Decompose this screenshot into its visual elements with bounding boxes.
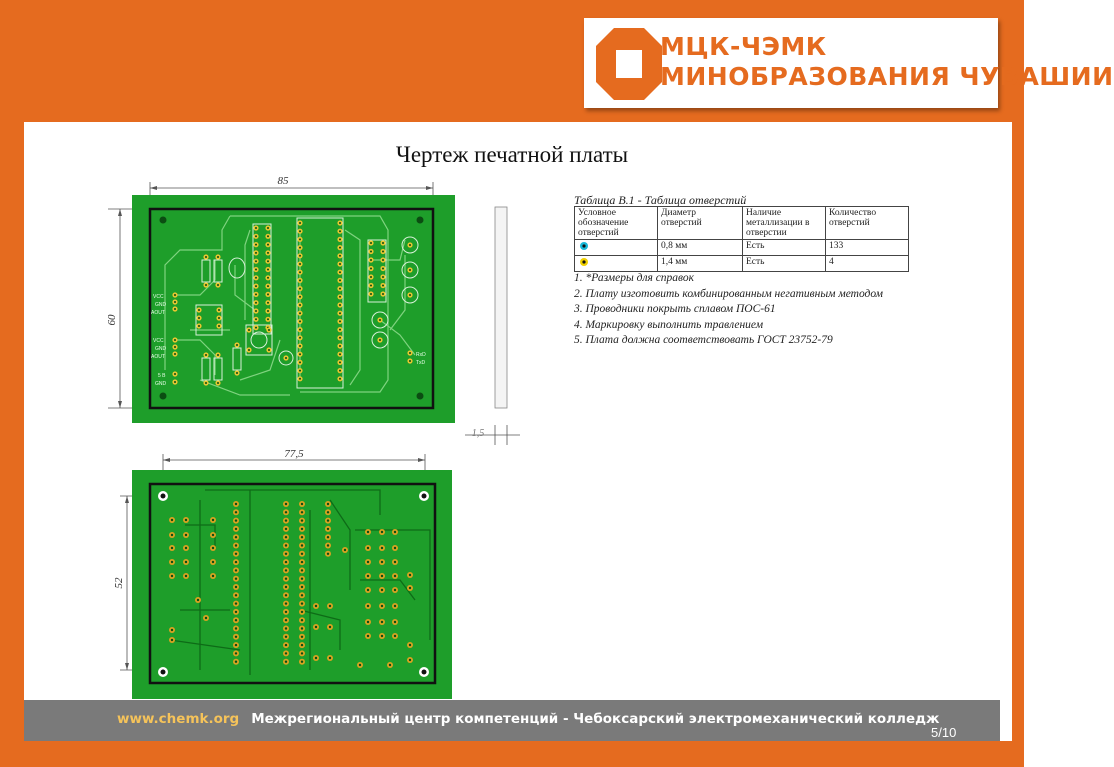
- pad-hole: [285, 544, 287, 546]
- pad-hole: [299, 288, 301, 290]
- footer-org-name: Межрегиональный центр компетенций - Чебоксарский электромеханический колледж: [251, 711, 940, 727]
- table-cell: 0,8 мм: [658, 240, 743, 256]
- pad-hole: [409, 574, 411, 576]
- logo-octagon-icon: [594, 26, 664, 102]
- pad-hole: [255, 235, 257, 237]
- pad-hole: [299, 263, 301, 265]
- pad-hole: [267, 260, 269, 262]
- pad-hole: [409, 269, 411, 271]
- pad-hole: [301, 636, 303, 638]
- pad-hole: [235, 503, 237, 505]
- pad-hole: [394, 561, 396, 563]
- pad-hole: [299, 329, 301, 331]
- pad-hole: [382, 259, 384, 261]
- pad-hole: [394, 547, 396, 549]
- pad-hole: [248, 349, 250, 351]
- pad-hole: [301, 511, 303, 513]
- pad-hole: [267, 310, 269, 312]
- pad-hole: [267, 318, 269, 320]
- pad-hole: [301, 602, 303, 604]
- pad-hole: [212, 561, 214, 563]
- pad-hole: [171, 639, 173, 641]
- pad-hole: [381, 575, 383, 577]
- pad-hole: [301, 594, 303, 596]
- pad-hole: [339, 304, 341, 306]
- pad-hole: [409, 659, 411, 661]
- pad-hole: [299, 304, 301, 306]
- pad-hole: [267, 285, 269, 287]
- right-border: [1012, 0, 1024, 767]
- footer-text: [117, 711, 939, 727]
- table-cell: Есть: [743, 256, 826, 272]
- pad-hole: [218, 309, 220, 311]
- pad-hole: [301, 619, 303, 621]
- pad-hole: [235, 644, 237, 646]
- pad-hole: [299, 370, 301, 372]
- pad-hole: [327, 528, 329, 530]
- pad-hole: [367, 561, 369, 563]
- table-header-cell: Наличие металлизации в отверстии: [743, 207, 826, 240]
- pad-hole: [285, 561, 287, 563]
- pad-hole: [267, 244, 269, 246]
- pad-hole: [367, 621, 369, 623]
- pad-hole: [394, 575, 396, 577]
- pad-hole: [236, 372, 238, 374]
- pad-hole: [185, 547, 187, 549]
- pad-hole: [197, 599, 199, 601]
- pad-hole: [301, 578, 303, 580]
- pad-hole: [235, 569, 237, 571]
- pad-hole: [255, 227, 257, 229]
- pad-hole: [327, 519, 329, 521]
- pad-hole: [379, 339, 381, 341]
- table-row: [575, 256, 909, 272]
- table-header-cell: Условное обозначение отверстий: [575, 207, 658, 240]
- pad-hole: [339, 238, 341, 240]
- pad-hole: [171, 534, 173, 536]
- pad-hole: [285, 602, 287, 604]
- pad-hole: [285, 569, 287, 571]
- pad-hole: [299, 230, 301, 232]
- pad-hole: [235, 611, 237, 613]
- pad-hole: [235, 536, 237, 538]
- pad-hole: [299, 345, 301, 347]
- pad-hole: [217, 256, 219, 258]
- pad-hole: [235, 594, 237, 596]
- pad-hole: [299, 247, 301, 249]
- pad-hole: [299, 271, 301, 273]
- dim-bottom-width: 77,5: [284, 448, 304, 460]
- pin-label-gnd-3: GND: [155, 381, 167, 387]
- pad-hole: [339, 312, 341, 314]
- pad-hole: [255, 327, 257, 329]
- pad-hole: [248, 329, 250, 331]
- pad-hole: [268, 349, 270, 351]
- pad-hole: [339, 337, 341, 339]
- pad-hole: [327, 503, 329, 505]
- pad-hole: [285, 511, 287, 513]
- pad-hole: [299, 279, 301, 281]
- table-cell: Есть: [743, 240, 826, 256]
- pad-hole: [409, 352, 411, 354]
- dim-bottom-height: 52: [113, 577, 125, 589]
- pad-hole: [174, 381, 176, 383]
- pad-hole: [339, 378, 341, 380]
- pad-hole: [235, 553, 237, 555]
- note-item: 1. *Размеры для справок: [574, 272, 695, 284]
- pad-hole: [299, 337, 301, 339]
- pad-hole: [198, 309, 200, 311]
- footer-url-link[interactable]: www.chemk.org: [117, 711, 240, 727]
- pad-hole: [344, 549, 346, 551]
- pad-hole: [367, 547, 369, 549]
- pad-hole: [212, 547, 214, 549]
- note-item: 2. Плату изготовить комбинированным негативным методом: [574, 287, 884, 300]
- pad-hole: [267, 269, 269, 271]
- logo: [584, 18, 1114, 108]
- pin-label-rxd: RxD: [416, 352, 426, 358]
- pad-hole: [217, 354, 219, 356]
- pad-hole: [381, 605, 383, 607]
- pad-hole: [268, 329, 270, 331]
- hole-symbol-cell: [575, 240, 658, 256]
- pad-hole: [409, 244, 411, 246]
- pad-hole: [381, 589, 383, 591]
- pad-hole: [235, 586, 237, 588]
- pad-hole: [409, 587, 411, 589]
- pad-hole: [367, 635, 369, 637]
- pad-hole: [171, 561, 173, 563]
- pad-hole: [212, 519, 214, 521]
- hole-symbol-yellow-icon: [578, 257, 590, 267]
- pad-hole: [382, 293, 384, 295]
- pad-hole: [235, 661, 237, 663]
- pad-hole: [381, 531, 383, 533]
- pad-hole: [327, 511, 329, 513]
- pad-hole: [301, 528, 303, 530]
- pad-hole: [381, 547, 383, 549]
- pad-hole: [185, 519, 187, 521]
- holes-table: [574, 206, 909, 272]
- pad-hole: [235, 619, 237, 621]
- pad-hole: [185, 534, 187, 536]
- pad-hole: [235, 652, 237, 654]
- table-cell: 133: [826, 240, 909, 256]
- pad-hole: [285, 586, 287, 588]
- pad-hole: [301, 553, 303, 555]
- pad-hole: [301, 569, 303, 571]
- pad-hole: [301, 661, 303, 663]
- pad-hole: [339, 279, 341, 281]
- pad-hole: [285, 611, 287, 613]
- pad-hole: [299, 296, 301, 298]
- hole-symbol-cyan-icon: [578, 241, 590, 251]
- pad-hole: [382, 251, 384, 253]
- pad-hole: [255, 310, 257, 312]
- pad-hole: [255, 293, 257, 295]
- pad-hole: [329, 657, 331, 659]
- pad-hole: [171, 575, 173, 577]
- pad-hole: [171, 519, 173, 521]
- pad-hole: [285, 661, 287, 663]
- pad-hole: [171, 547, 173, 549]
- table-cell: 4: [826, 256, 909, 272]
- pad-hole: [370, 251, 372, 253]
- pad-hole: [301, 561, 303, 563]
- pad-hole: [205, 284, 207, 286]
- pad-hole: [409, 644, 411, 646]
- pin-label-vcc-1: VCC: [153, 294, 164, 300]
- pad-hole: [301, 503, 303, 505]
- pad-hole: [379, 319, 381, 321]
- pad-hole: [285, 528, 287, 530]
- table-row: [575, 240, 909, 256]
- pad-hole: [339, 345, 341, 347]
- note-item: 4. Маркировку выполнить травлением: [574, 318, 764, 331]
- pad-hole: [205, 256, 207, 258]
- page-title: Чертеж печатной платы: [395, 142, 629, 167]
- pad-hole: [301, 544, 303, 546]
- pad-hole: [370, 268, 372, 270]
- table-header-cell: Количество отверстий: [826, 207, 909, 240]
- pad-hole: [299, 361, 301, 363]
- pad-hole: [301, 536, 303, 538]
- pad-hole: [339, 222, 341, 224]
- pad-hole: [389, 664, 391, 666]
- pad-hole: [382, 285, 384, 287]
- pad-hole: [285, 627, 287, 629]
- pad-hole: [285, 536, 287, 538]
- hole-symbol-cell: [575, 256, 658, 272]
- pad-hole: [339, 353, 341, 355]
- pad-hole: [339, 370, 341, 372]
- pad-hole: [218, 317, 220, 319]
- pad-hole: [235, 519, 237, 521]
- pad-hole: [367, 589, 369, 591]
- pad-hole: [381, 635, 383, 637]
- pad-hole: [235, 602, 237, 604]
- pad-hole: [171, 629, 173, 631]
- pad-hole: [394, 605, 396, 607]
- pad-hole: [327, 536, 329, 538]
- pad-hole: [255, 252, 257, 254]
- pad-hole: [327, 544, 329, 546]
- pad-hole: [235, 544, 237, 546]
- pad-hole: [285, 357, 287, 359]
- pad-hole: [255, 260, 257, 262]
- dim-top-height: 60: [106, 314, 118, 326]
- pad-hole: [329, 605, 331, 607]
- pad-hole: [394, 621, 396, 623]
- table-header-cell: Диаметр отверстий: [658, 207, 743, 240]
- pad-hole: [299, 238, 301, 240]
- pad-hole: [370, 259, 372, 261]
- table-caption: Таблица В.1 - Таблица отверстий: [574, 193, 747, 207]
- table-header-row: [575, 207, 909, 240]
- pad-hole: [339, 320, 341, 322]
- page-number: 5/10: [931, 725, 957, 740]
- pad-hole: [255, 285, 257, 287]
- pad-hole: [255, 269, 257, 271]
- pad-hole: [285, 652, 287, 654]
- pad-hole: [301, 611, 303, 613]
- pin-label-aout-1: AOUT: [151, 310, 165, 316]
- pad-hole: [339, 247, 341, 249]
- note-item: 3. Проводники покрыть сплавом ПОС-61: [574, 303, 776, 315]
- pad-hole: [212, 575, 214, 577]
- pad-hole: [370, 242, 372, 244]
- pad-hole: [315, 605, 317, 607]
- pad-hole: [301, 644, 303, 646]
- pad-hole: [212, 534, 214, 536]
- pad-hole: [382, 276, 384, 278]
- pad-hole: [285, 578, 287, 580]
- pad-hole: [339, 296, 341, 298]
- pad-hole: [285, 636, 287, 638]
- pad-hole: [299, 222, 301, 224]
- pad-hole: [174, 339, 176, 341]
- pad-hole: [394, 635, 396, 637]
- pad-hole: [285, 594, 287, 596]
- pcb-drawing: [0, 170, 540, 750]
- pin-label-gnd-2: GND: [155, 346, 167, 352]
- pad-hole: [409, 360, 411, 362]
- pad-hole: [255, 277, 257, 279]
- pad-hole: [339, 263, 341, 265]
- dim-top-width: 85: [277, 175, 289, 187]
- pad-hole: [299, 312, 301, 314]
- pad-hole: [382, 268, 384, 270]
- pad-hole: [235, 627, 237, 629]
- pad-hole: [235, 528, 237, 530]
- pad-hole: [301, 627, 303, 629]
- pad-hole: [367, 575, 369, 577]
- pad-hole: [299, 353, 301, 355]
- pad-hole: [394, 589, 396, 591]
- pad-hole: [301, 586, 303, 588]
- pin-label-5v: 5 В: [158, 373, 166, 379]
- pcb-bottom-view: [132, 470, 452, 699]
- pad-hole: [267, 277, 269, 279]
- pad-hole: [285, 644, 287, 646]
- note-item: 5. Плата должна соответствовать ГОСТ 23752-79: [574, 334, 833, 346]
- pad-hole: [381, 561, 383, 563]
- board-side-profile: [495, 207, 507, 408]
- pad-hole: [285, 619, 287, 621]
- pin-label-gnd-1: GND: [155, 302, 167, 308]
- pad-hole: [285, 553, 287, 555]
- pad-hole: [382, 242, 384, 244]
- pad-hole: [339, 288, 341, 290]
- pad-hole: [370, 293, 372, 295]
- pad-hole: [299, 378, 301, 380]
- pad-hole: [218, 325, 220, 327]
- notes-list: [574, 271, 883, 349]
- pad-hole: [174, 353, 176, 355]
- pad-hole: [339, 230, 341, 232]
- pad-hole: [367, 531, 369, 533]
- pad-hole: [409, 294, 411, 296]
- pcb-top-view: [132, 195, 455, 423]
- pad-hole: [235, 561, 237, 563]
- pad-hole: [301, 519, 303, 521]
- pad-hole: [185, 561, 187, 563]
- pad-hole: [267, 235, 269, 237]
- pad-hole: [217, 284, 219, 286]
- pad-hole: [329, 626, 331, 628]
- table-cell: 1,4 мм: [658, 256, 743, 272]
- pad-hole: [381, 621, 383, 623]
- pad-hole: [236, 344, 238, 346]
- pad-hole: [255, 302, 257, 304]
- pad-hole: [235, 636, 237, 638]
- pad-hole: [198, 317, 200, 319]
- pad-hole: [205, 354, 207, 356]
- pin-label-aout-2: AOUT: [151, 354, 165, 360]
- pad-hole: [285, 519, 287, 521]
- pin-label-txd: TxD: [416, 360, 426, 366]
- pad-hole: [205, 382, 207, 384]
- pad-hole: [267, 293, 269, 295]
- pad-hole: [174, 308, 176, 310]
- pad-hole: [339, 255, 341, 257]
- pad-hole: [394, 531, 396, 533]
- pad-hole: [174, 373, 176, 375]
- pad-hole: [339, 329, 341, 331]
- pad-hole: [301, 652, 303, 654]
- pad-hole: [339, 271, 341, 273]
- pad-hole: [315, 626, 317, 628]
- pad-hole: [267, 227, 269, 229]
- pad-hole: [370, 285, 372, 287]
- pad-hole: [255, 244, 257, 246]
- pad-hole: [174, 346, 176, 348]
- dim-thickness: 1,5: [471, 428, 485, 439]
- pad-hole: [367, 605, 369, 607]
- pad-hole: [174, 294, 176, 296]
- pad-hole: [267, 252, 269, 254]
- logo-line2: МИНОБРАЗОВАНИЯ ЧУВАШИИ: [660, 62, 1114, 91]
- pin-label-vcc-2: VCC: [153, 338, 164, 344]
- pad-hole: [174, 301, 176, 303]
- pad-hole: [185, 575, 187, 577]
- pad-hole: [327, 553, 329, 555]
- pad-hole: [285, 503, 287, 505]
- pad-hole: [339, 361, 341, 363]
- pad-hole: [235, 578, 237, 580]
- pad-hole: [205, 617, 207, 619]
- pad-hole: [235, 511, 237, 513]
- pad-hole: [299, 320, 301, 322]
- pad-hole: [299, 255, 301, 257]
- pad-hole: [255, 318, 257, 320]
- pad-hole: [370, 276, 372, 278]
- pad-hole: [315, 657, 317, 659]
- pad-hole: [359, 664, 361, 666]
- logo-line1: МЦК-ЧЭМК: [660, 32, 827, 61]
- pad-hole: [198, 325, 200, 327]
- pad-hole: [267, 302, 269, 304]
- pad-hole: [217, 382, 219, 384]
